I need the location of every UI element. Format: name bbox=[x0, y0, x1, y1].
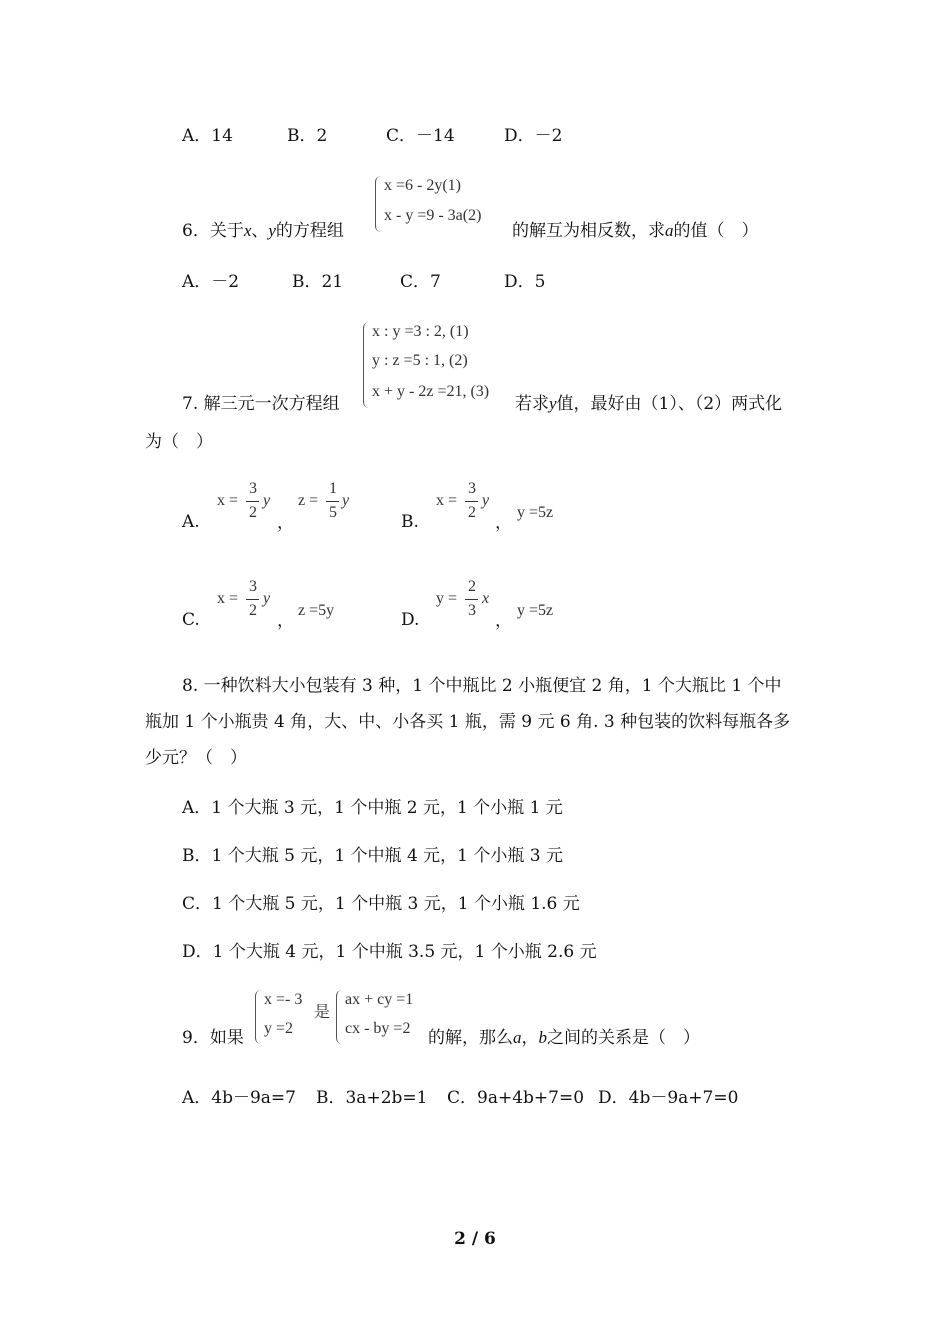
q6-mid: 的方程组 bbox=[275, 221, 344, 241]
q9-option-a: A．4b－9a=7 bbox=[182, 1088, 296, 1108]
q9-brace2 bbox=[336, 990, 343, 1044]
q7-b-comma: ， bbox=[495, 513, 512, 532]
q6-option-a: A．－2 bbox=[182, 272, 240, 292]
q7-a-frac-bar bbox=[246, 501, 259, 502]
q7-a-num: 3 bbox=[249, 480, 257, 497]
q7-c-num: 3 bbox=[249, 578, 257, 595]
q9-comma: ， bbox=[521, 1028, 539, 1048]
q7-c-den: 2 bbox=[249, 602, 257, 619]
q9-brace1 bbox=[255, 990, 262, 1044]
q6-var-a: a bbox=[665, 221, 674, 240]
q7-option-d-label: D. bbox=[401, 610, 420, 630]
q9-option-d: D．4b－9a+7=0 bbox=[598, 1088, 739, 1108]
q7-c-var-y: y bbox=[263, 590, 271, 607]
q8-line1: 8. 一种饮料大小包装有 3 种，1 个中瓶比 2 小瓶便宜 2 角，1 个大瓶比 1 个中 bbox=[182, 676, 782, 696]
q8-option-a: A．1 个大瓶 3 元，1 个中瓶 2 元，1 个小瓶 1 元 bbox=[182, 798, 563, 818]
q9-suffix2: 之间的关系是（ ） bbox=[547, 1028, 700, 1048]
q7-var-y: y bbox=[549, 394, 557, 413]
q5-option-b: B．2 bbox=[287, 126, 328, 146]
q7-eq2: y : z =5 : 1, (2) bbox=[372, 352, 468, 369]
q6-brace bbox=[375, 176, 382, 232]
q7-d-num: 2 bbox=[468, 578, 476, 595]
q9-prefix: 9．如果 bbox=[182, 1028, 244, 1048]
q8-line2: 瓶加 1 个小瓶贵 4 角，大、中、小各买 1 瓶，需 9 元 6 角. 3 种包装的饮料每瓶各多 bbox=[145, 712, 791, 732]
q6-option-d: D．5 bbox=[504, 272, 546, 292]
q9-option-b: B．3a+2b=1 bbox=[316, 1088, 428, 1108]
q6-eq2: x - y =9 - 3a(2) bbox=[384, 207, 482, 224]
q7-eq1: x : y =3 : 2, (1) bbox=[372, 323, 469, 340]
q9-e1: ax + cy =1 bbox=[345, 991, 414, 1008]
q6-var-y: y bbox=[268, 221, 276, 240]
q6-stem-end bbox=[512, 219, 759, 243]
q9-s1: x =- 3 bbox=[264, 991, 303, 1008]
q6-var-x: x bbox=[243, 221, 252, 240]
q9-equation-system bbox=[336, 988, 431, 1046]
q7-suffix2: 值，最好由（1）、（2）两式化 bbox=[556, 394, 783, 414]
q7-b-num: 3 bbox=[468, 480, 476, 497]
q7-a-var-y2: y bbox=[342, 492, 350, 509]
q8-line3: 少元？（ ） bbox=[145, 748, 247, 768]
q7-c-comma: ， bbox=[277, 611, 294, 630]
q7-a-x-eq: x = bbox=[217, 492, 239, 509]
q7-b-x-eq: x = bbox=[436, 492, 458, 509]
q9-s2: y =2 bbox=[264, 1020, 294, 1037]
q6-eq1: x =6 - 2y(1) bbox=[384, 177, 462, 194]
page-number: 2 / 6 bbox=[454, 1229, 496, 1249]
q7-b-y5z: y =5z bbox=[517, 504, 554, 521]
q7-c-frac-bar bbox=[246, 599, 259, 600]
q8-option-c: C．1 个大瓶 5 元，1 个中瓶 3 元，1 个小瓶 1.6 元 bbox=[182, 894, 580, 914]
q7-stem-end bbox=[515, 392, 782, 416]
q7-option-a-label: A. bbox=[182, 512, 200, 532]
q7-d-frac-bar bbox=[465, 599, 478, 600]
q7-a-den: 2 bbox=[249, 504, 257, 521]
q7-option-b-label: B. bbox=[401, 512, 419, 532]
q7-equation-system bbox=[363, 320, 513, 410]
q7-a-num2: 1 bbox=[329, 480, 337, 497]
q7-a-den2: 5 bbox=[329, 504, 337, 521]
q9-stem-end bbox=[428, 1026, 700, 1050]
q9-suffix1: 的解，那么 bbox=[428, 1028, 513, 1048]
q7-a-comma: ， bbox=[277, 513, 294, 532]
q6-option-b: B．21 bbox=[292, 272, 344, 292]
q9-var-b: b bbox=[538, 1028, 547, 1047]
q9-shi: 是 bbox=[314, 1004, 331, 1021]
q6-prefix: 6．关于 bbox=[182, 221, 244, 241]
q7-suffix1: 若求 bbox=[515, 394, 549, 414]
q6-option-c: C．7 bbox=[400, 272, 441, 292]
q7-b-frac-bar bbox=[465, 501, 478, 502]
q7-d-den: 3 bbox=[468, 602, 476, 619]
q5-option-d: D．－2 bbox=[504, 126, 563, 146]
q7-a-frac-bar2 bbox=[326, 501, 339, 502]
q7-b-var-y: y bbox=[482, 492, 490, 509]
q6-suffix2: 的值（ ） bbox=[673, 221, 759, 241]
q9-var-a: a bbox=[513, 1028, 522, 1047]
q7-a-var-y: y bbox=[263, 492, 271, 509]
q7-d-var-x: x bbox=[482, 590, 490, 607]
q6-suffix1: 的解互为相反数，求 bbox=[512, 221, 665, 241]
q6-options bbox=[182, 270, 545, 294]
q7-c-z5y: z =5y bbox=[298, 602, 335, 619]
q7-eq3: x + y - 2z =21, (3) bbox=[372, 383, 490, 400]
q8-option-b: B．1 个大瓶 5 元，1 个中瓶 4 元，1 个小瓶 3 元 bbox=[182, 846, 564, 866]
q7-brace bbox=[363, 322, 370, 408]
q5-option-a: A．14 bbox=[182, 126, 233, 146]
q7-d-y5z: y =5z bbox=[517, 602, 554, 619]
q7-stem-line2: 为（ ） bbox=[145, 432, 213, 452]
q7-b-den: 2 bbox=[468, 504, 476, 521]
q6-equation-system bbox=[375, 174, 505, 234]
q7-option-c-label: C. bbox=[182, 610, 200, 630]
q7-d-comma: ， bbox=[495, 611, 512, 630]
q7-stem: 7. 解三元一次方程组 bbox=[182, 394, 340, 414]
q5-option-c: C．－14 bbox=[386, 126, 455, 146]
q7-a-z-eq: z = bbox=[298, 492, 319, 509]
q9-options bbox=[182, 1086, 738, 1110]
q7-c-x-eq: x = bbox=[217, 590, 239, 607]
q9-e2: cx - by =2 bbox=[345, 1020, 411, 1037]
q9-solution-system bbox=[255, 988, 315, 1046]
q8-option-d: D．1 个大瓶 4 元，1 个中瓶 3.5 元，1 个小瓶 2.6 元 bbox=[182, 942, 597, 962]
q7-d-y-eq: y = bbox=[436, 590, 458, 607]
q9-option-c: C．9a+4b+7=0 bbox=[447, 1088, 585, 1108]
q6-sep: 、 bbox=[251, 221, 269, 241]
q5-options bbox=[182, 124, 562, 148]
q6-stem bbox=[182, 219, 344, 243]
